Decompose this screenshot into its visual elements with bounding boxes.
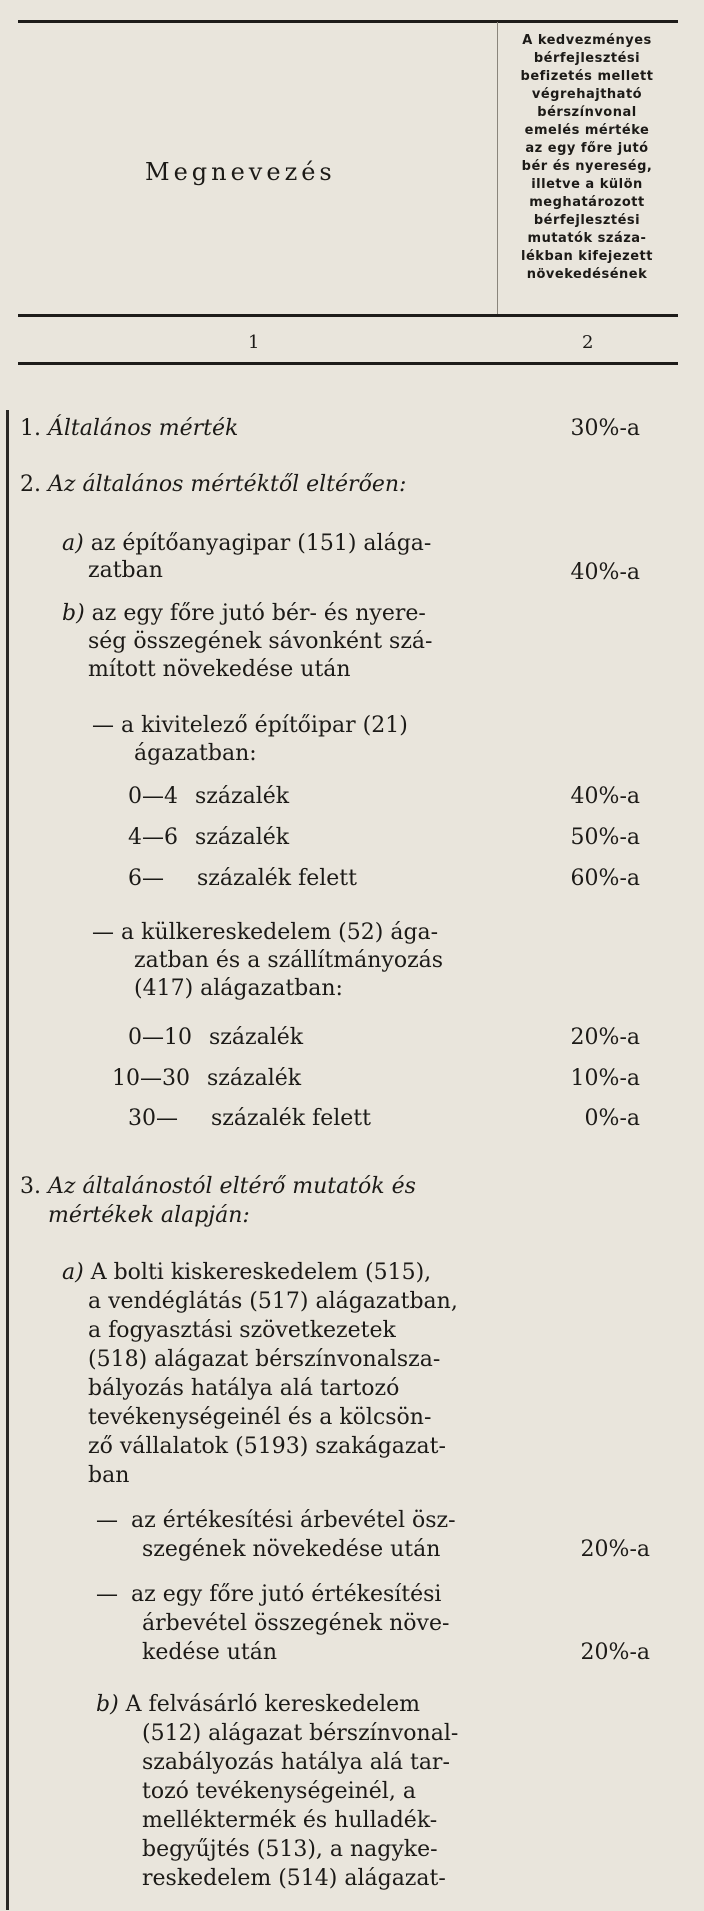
row-2a-value: 40%-a (570, 560, 640, 585)
column-number-2: 2 (582, 332, 594, 353)
range-value: 50%-a (570, 825, 640, 850)
row-3b-line: begyűjtés (513), a nagyke- (142, 1837, 438, 1862)
dash-mark: — (96, 1582, 118, 1607)
range-row (128, 784, 289, 809)
range-label: százalék (195, 825, 290, 850)
dash-mark: — (92, 713, 114, 738)
item-mark: b) (62, 601, 85, 626)
row-number: 1. (20, 416, 41, 441)
row-2b2-line (92, 920, 438, 945)
row-3-line: mértékek alapján: (48, 1203, 250, 1228)
item-mark: a) (62, 1260, 84, 1285)
item-text: A felvásárló kereskedelem (125, 1692, 421, 1717)
range-row (128, 1106, 371, 1131)
row-2b1-line: ágazatban: (134, 741, 257, 766)
dash-mark: — (92, 920, 114, 945)
range-bounds: 4—6 (128, 825, 178, 850)
row-3b-line: (512) alágazat bérszínvonal- (142, 1721, 459, 1746)
range-label: százalék (207, 1066, 302, 1091)
row-3a-line: ző vállalatok (5193) szakágazat- (88, 1434, 446, 1459)
row-3b-line: tozó tevékenységeinél, a (142, 1779, 416, 1804)
item-mark: b) (96, 1692, 119, 1717)
dash-mark: — (96, 1508, 118, 1533)
range-value: 60%-a (570, 866, 640, 891)
header-line: lékban kifejezett (521, 249, 653, 264)
range-bounds: 6— (128, 866, 164, 891)
header-line: növekedésének (526, 267, 648, 282)
row-2b-line: mított növekedése után (88, 657, 351, 682)
range-label: százalék felett (211, 1106, 371, 1131)
row-3a-line: a vendéglátás (517) alágazatban, (88, 1289, 458, 1314)
range-row (128, 825, 289, 850)
range-bounds: 10—30 (112, 1066, 190, 1091)
range-row (128, 866, 357, 891)
item-text: az értékesítési árbevétel ösz- (131, 1508, 456, 1533)
column-header-name: Megnevezés (145, 158, 336, 186)
row-1-value: 30%-a (570, 416, 640, 441)
item-text: az építőanyagipar (151) alága- (90, 531, 432, 556)
header-line: emelés mértéke (524, 123, 650, 138)
row-3-line (20, 1174, 416, 1199)
header-rule (18, 314, 678, 317)
row-2a-line (62, 531, 431, 556)
row-2-label (20, 472, 406, 497)
item-mark: a) (62, 531, 84, 556)
row-number: 3. (20, 1174, 41, 1199)
header-line: bérfejlesztési (533, 213, 641, 228)
row-3a2-line: árbevétel összegének növe- (142, 1611, 450, 1636)
range-label: százalék (195, 784, 290, 809)
row-3a-line: (518) alágazat bérszínvonalsza- (88, 1347, 441, 1372)
row-3b-line: reskedelem (514) alágazat- (142, 1866, 446, 1891)
row-text: Az általános mértéktől eltérően: (48, 472, 407, 497)
row-3b-line: szabályozás hatálya alá tar- (142, 1750, 450, 1775)
row-3a-line: ban (88, 1463, 130, 1488)
header-line: bérszínvonal (537, 105, 637, 120)
header-line: végrehajtható (531, 87, 643, 102)
range-value: 10%-a (570, 1066, 640, 1091)
item-text: a kivitelező építőipar (21) (121, 713, 408, 738)
row-2b-line (62, 601, 426, 626)
row-1-label (20, 416, 238, 441)
row-3a-line: a fogyasztási szövetkezetek (88, 1318, 396, 1343)
item-text: a külkereskedelem (52) ága- (121, 920, 439, 945)
range-label: százalék felett (197, 866, 357, 891)
top-rule (18, 20, 678, 23)
row-3a-line (62, 1260, 431, 1285)
range-bounds: 0—4 (128, 784, 178, 809)
range-row (128, 1025, 303, 1050)
row-3b-line: melléktermék és hulladék- (142, 1808, 438, 1833)
header-line: bér és nyereség, (521, 159, 653, 174)
row-2b1-line (92, 713, 408, 738)
range-row (112, 1066, 301, 1091)
row-2b-line: ség összegének sávonként szá- (88, 629, 433, 654)
row-3a1-line: szegének növekedése után (142, 1537, 441, 1562)
row-3b-line (96, 1692, 420, 1717)
column-header-rate (498, 32, 676, 284)
header-line: illetve a külön (531, 177, 643, 192)
range-bounds: 30— (128, 1106, 178, 1131)
row-text: Az általánostól eltérő mutatók és (48, 1174, 416, 1199)
row-3a1-line (96, 1508, 456, 1533)
header-line: meghatározott (529, 195, 645, 210)
item-text: az egy főre jutó értékesítési (131, 1582, 442, 1607)
item-text: A bolti kiskereskedelem (515), (90, 1260, 432, 1285)
row-3a-line: tevékenységeinél és a kölcsön- (88, 1405, 432, 1430)
header-line: befizetés mellett (520, 69, 654, 84)
row-number: 2. (20, 472, 41, 497)
row-text: Általános mérték (48, 416, 239, 441)
header-line: mutatók száza- (527, 231, 647, 246)
row-2a-line: zatban (88, 558, 163, 583)
header-line: bérfejlesztési (533, 51, 641, 66)
row-3a1-value: 20%-a (580, 1537, 650, 1562)
header-line: A kedvezményes (522, 33, 652, 48)
row-3a2-value: 20%-a (580, 1640, 650, 1665)
range-label: százalék (209, 1025, 304, 1050)
header-line: az egy főre jutó (525, 141, 649, 156)
range-value: 20%-a (570, 1025, 640, 1050)
row-3a2-line: kedése után (142, 1640, 278, 1665)
range-value: 40%-a (570, 784, 640, 809)
item-text: az egy főre jutó bér- és nyere- (91, 601, 426, 626)
range-value: 0%-a (584, 1106, 640, 1131)
column-number-1: 1 (248, 332, 260, 353)
range-bounds: 0—10 (128, 1025, 192, 1050)
row-3a-line: bályozás hatálya alá tartozó (88, 1376, 400, 1401)
left-margin-bar (6, 410, 9, 1910)
row-2b2-line: zatban és a szállítmányozás (134, 948, 444, 973)
row-2b2-line: (417) alágazatban: (134, 976, 343, 1001)
column-number-rule (18, 362, 678, 365)
row-3a2-line (96, 1582, 441, 1607)
